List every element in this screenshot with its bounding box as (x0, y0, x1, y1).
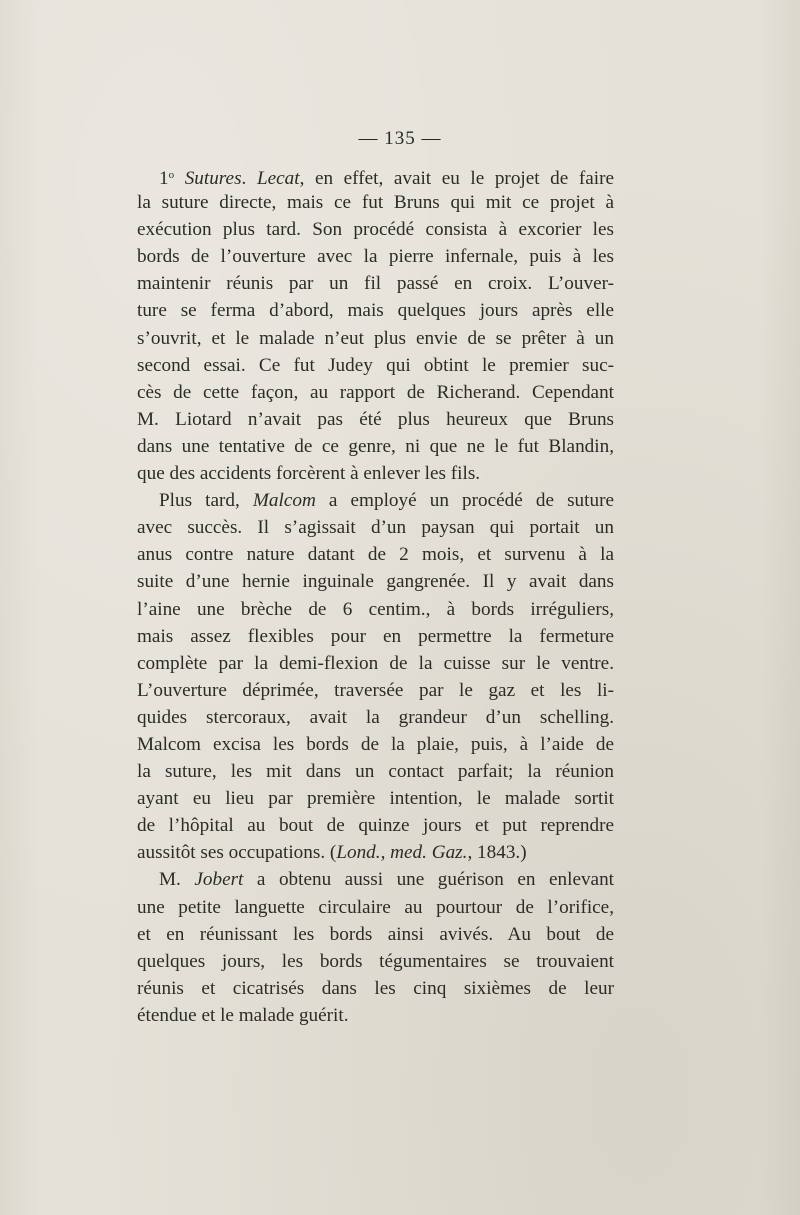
text-run: , 1843.) (467, 842, 527, 864)
text-line: la suture directe, mais ce fut Bruns qui mit ce projet à (137, 192, 614, 214)
citation-source: Lond. (336, 842, 381, 864)
page-body (137, 162, 614, 1029)
text-run: Plus tard, (159, 490, 253, 512)
text-line (137, 866, 614, 893)
text-line: avec succès. Il s’agissait d’un paysan qui portait un (137, 517, 614, 539)
text-line (137, 487, 614, 514)
text-run (174, 168, 185, 189)
text-line: complète par la demi-flexion de la cuisse sur le ventre. (137, 652, 614, 674)
text-line: la suture, les mit dans un contact parfait; la réunion (137, 761, 614, 783)
text-line: quelques jours, les bords tégumentaires se trouvaient (137, 950, 614, 972)
text-run: . (241, 168, 257, 189)
text-line: exécution plus tard. Son procédé consista à excorier les (137, 219, 614, 241)
text-line (137, 839, 614, 866)
text-line: M. Liotard n’avait pas été plus heureux que Bruns (137, 408, 614, 430)
author-name: Jobert (194, 869, 244, 891)
text-run: a employé un procédé de suture (315, 490, 614, 512)
text-run: , (380, 842, 391, 864)
author-name: Lecat (256, 168, 300, 189)
text-line: et en réunissant les bords ainsi avivés. Au bout de (137, 923, 614, 945)
paragraph-malcom (137, 487, 614, 866)
text-run: , en effet, avait eu le projet de faire (299, 168, 615, 189)
text-line: second essai. Ce fut Judey qui obtint le premier suc- (137, 354, 614, 376)
section-number: 1 (159, 168, 169, 189)
text-line: anus contre nature datant de 2 mois, et survenu à la (137, 544, 614, 566)
text-line: bords de l’ouverture avec la pierre infernale, puis à les (137, 246, 614, 268)
text-line: mais assez flexibles pour en permettre la fermeture (137, 625, 614, 647)
text-run: a obtenu aussi une guérison en enlevant (243, 869, 615, 891)
text-line: Malcom excisa les bords de la plaie, puis, à l’aide de (137, 733, 614, 755)
ordinal-superscript: o (168, 169, 175, 181)
page-number: — 135 — (358, 128, 442, 149)
text-line: réunis et cicatrisés dans les cinq sixièmes de leur (137, 977, 614, 999)
text-run: aussitôt ses occupations. ( (137, 842, 337, 864)
citation-journal: med. Gaz. (390, 842, 468, 864)
section-heading: Sutures (184, 168, 242, 189)
text-line: l’aine une brèche de 6 centim., à bords irréguliers, (137, 598, 614, 620)
paragraph-sutures (137, 162, 614, 487)
text-line: s’ouvrit, et le malade n’eut plus envie de se prêter à un (137, 327, 614, 349)
text-line: de l’hôpital au bout de quinze jours et put reprendre (137, 815, 614, 837)
text-line: ture se ferma d’abord, mais quelques jours après elle (137, 300, 614, 322)
text-line: dans une tentative de ce genre, ni que ne le fut Blandin, (137, 435, 614, 457)
text-line: L’ouverture déprimée, traversée par le gaz et les li- (137, 679, 614, 701)
text-line: étendue et le malade guérit. (137, 1004, 349, 1026)
text-line: maintenir réunis par un fil passé en croix. L’ouver- (137, 273, 614, 295)
text-line: cès de cette façon, au rapport de Richerand. Cependant (137, 381, 614, 403)
text-line: suite d’une hernie inguinale gangrenée. Il y avait dans (137, 571, 614, 593)
text-line: ayant eu lieu par première intention, le malade sortit (137, 788, 614, 810)
text-line: quides stercoraux, avait la grandeur d’un schelling. (137, 706, 614, 728)
text-line: une petite languette circulaire au pourtour de l’orifice, (137, 896, 614, 918)
author-name: Malcom (252, 490, 316, 512)
text-line: que des accidents forcèrent à enlever les fils. (137, 463, 481, 485)
text-run: M. (159, 869, 195, 891)
text-line (137, 162, 614, 189)
paragraph-jobert (137, 866, 614, 1029)
